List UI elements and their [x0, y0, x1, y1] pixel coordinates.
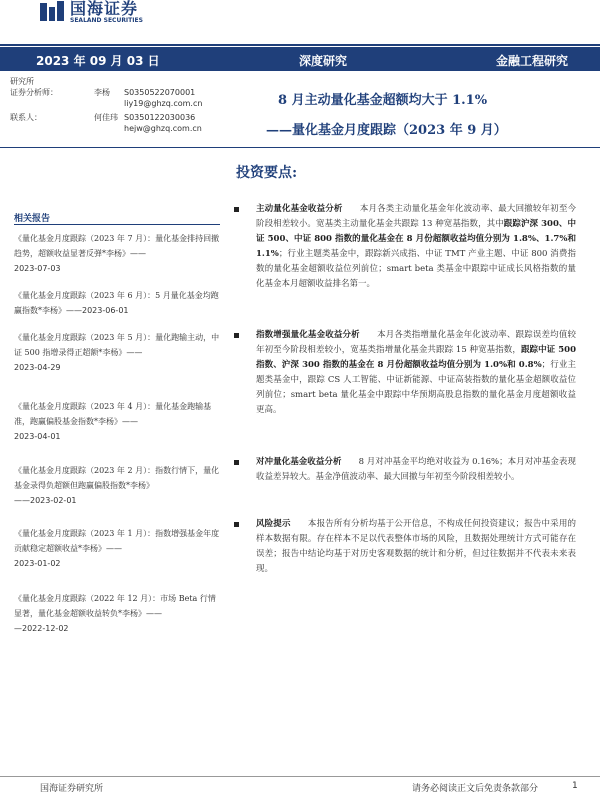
- analyst-name: 李杨: [94, 88, 110, 97]
- analyst-code: S0350522070001: [124, 88, 196, 97]
- contact-role: 联系人：: [10, 113, 42, 122]
- footer-rule: [0, 776, 600, 777]
- divider-left: [0, 147, 228, 148]
- bullet-marker: [234, 333, 239, 338]
- bullet-highlight: 跟踪中证 500 指数、沪深 300 指数的基金在 8 月份超额收益均值分别为 1.0%和 0.8%: [256, 345, 576, 370]
- logo-name-cn: 国海证券: [70, 0, 139, 18]
- related-report-title: 《量化基金月度跟踪（2023 年 5 月）：量化跑输主动，中证 500 指增录得正超额*李杨》——: [14, 333, 220, 357]
- footer-disclaimer: 请务必阅读正文后免责条款部分: [412, 784, 539, 794]
- related-report-title: 《量化基金月度跟踪（2023 年 1 月）：指数增强基金年度贡献稳定超额收益*李杨》——: [14, 529, 220, 553]
- contact-email[interactable]: hejw@ghzq.com.cn: [124, 124, 202, 133]
- related-report-item[interactable]: [14, 399, 220, 444]
- bullet-index-enhanced: [236, 328, 576, 418]
- bullet-risk: [236, 517, 576, 577]
- related-report-item[interactable]: [14, 330, 220, 375]
- divider-right: [228, 147, 600, 148]
- analyst-role: 证券分析师：: [10, 88, 58, 97]
- report-type: 深度研究: [299, 54, 348, 68]
- bullet-text-tail: ；行业主题类基金中，跟踪新兴成指、中证 TMT 产业主题、中证 800 消费指数的量化基金超额收益位列前位；smart beta 类基金中跟踪中证成长风格指数的量化基金本月超额收益排名第一。: [256, 249, 576, 289]
- report-subtitle: ——量化基金月度跟踪（2023 年 9 月）: [266, 123, 507, 138]
- related-report-item[interactable]: [14, 288, 220, 318]
- bullet-marker: [234, 207, 239, 212]
- key-points-heading: 投资要点:: [236, 165, 298, 181]
- related-report-item[interactable]: [14, 463, 220, 508]
- bullet-marker: [234, 522, 239, 527]
- related-report-title: 《量化基金月度跟踪（2022 年 12 月）：市场 Beta 行情显著，量化基金超额收益转负*李杨》——: [14, 594, 216, 618]
- bullet-text: 8 月对冲基金平均绝对收益为 0.16%；本月对冲基金表现收益差异较大。基金净值波动率、最大回撤与年初至今阶段相差较小。: [256, 457, 576, 482]
- contact-code: S0350122030036: [124, 113, 196, 122]
- related-report-date: ——2023-02-01: [14, 496, 77, 505]
- logo-icon: [40, 1, 64, 25]
- related-report-title: 《量化基金月度跟踪（2023 年 6 月）：5 月量化基金均跑赢指数*李杨》——: [14, 291, 219, 315]
- report-category: 金融工程研究: [496, 54, 569, 68]
- related-report-title: 《量化基金月度跟踪（2023 年 7 月）：量化基金排持回撤趋势，超额收益显著反弹*李杨》——: [14, 234, 220, 258]
- institute-label: 研究所: [10, 77, 34, 86]
- bullet-marker: [234, 460, 239, 465]
- report-date: 2023 年 09 月 03 日: [36, 54, 160, 68]
- bullet-heading: 指数增强量化基金收益分析: [256, 330, 360, 340]
- bullet-active-quant: [236, 202, 576, 292]
- related-report-date: 2023-04-01: [14, 432, 61, 441]
- bullet-text: 本月各类指增量化基金年化波动率、跟踪误差均值较年初至今阶段相差较小，宽基类指增量化基金共跟踪 15 种宽基指数，: [256, 330, 576, 355]
- bullet-text: 本月各类主动量化基金年化波动率、最大回撤较年初至今阶段相差较小。宽基类主动量化基金共跟踪 13 种宽基指数，其中: [256, 204, 576, 229]
- related-report-date: 2023-06-01: [82, 306, 129, 315]
- bullet-highlight: 跟踪沪深 300、中证 500、中证 800 指数的量化基金在 8 月份超额收益均值分别为 1.8%、1.7%和 1.1%: [256, 219, 576, 259]
- related-report-date: 2023-07-03: [14, 264, 61, 273]
- page-number: 1: [572, 781, 578, 791]
- related-report-item[interactable]: [14, 526, 220, 571]
- report-title: 8 月主动量化基金超额均大于 1.1%: [278, 93, 488, 108]
- logo: [40, 0, 143, 26]
- bullet-hedge: [236, 455, 576, 485]
- header-rule: [0, 44, 600, 46]
- related-report-item[interactable]: [14, 231, 220, 276]
- related-report-date: —2022-12-02: [14, 624, 69, 633]
- bullet-heading: 主动量化基金收益分析: [256, 204, 343, 214]
- logo-name-en: SEALAND SECURITIES: [70, 17, 143, 24]
- bullet-heading: 风险提示: [256, 519, 291, 529]
- header-banner: [0, 47, 600, 71]
- footer-institute: 国海证券研究所: [40, 784, 104, 794]
- related-report-date: 2023-01-02: [14, 559, 61, 568]
- contact-name: 何佳玮: [94, 113, 118, 122]
- related-reports-heading: 相关报告: [14, 214, 51, 224]
- bullet-text-tail: ；行业主题类基金中，跟踪 CS 人工智能、中证新能源、中证高装指数的量化基金超额收益位列前位；smart beta 量化基金中跟踪中华预期高股息指数的量化基金月度超额收益更高。: [256, 360, 576, 415]
- related-report-title: 《量化基金月度跟踪（2023 年 2 月）：指数行情下，量化基金录得负超额但跑赢偏股指数*李杨》: [14, 466, 220, 490]
- analyst-email[interactable]: liy19@ghzq.com.cn: [124, 99, 203, 108]
- related-report-item[interactable]: [14, 591, 220, 636]
- related-report-title: 《量化基金月度跟踪（2023 年 4 月）：量化基金跑输基准，跑赢偏股基金指数*李杨》——: [14, 402, 212, 426]
- bullet-text: 本报告所有分析均基于公开信息，不构成任何投资建议；报告中采用的样本数据有限。存在样本不足以代表整体市场的风险，且数据处理统计方式可能存在误差；报告中结论均基于对历史客观数据的统计和分析，但过往数据并不代表未来表现。: [256, 519, 576, 574]
- bullet-heading: 对冲量化基金收益分析: [256, 457, 342, 467]
- related-report-date: 2023-04-29: [14, 363, 61, 372]
- related-divider: [14, 224, 220, 225]
